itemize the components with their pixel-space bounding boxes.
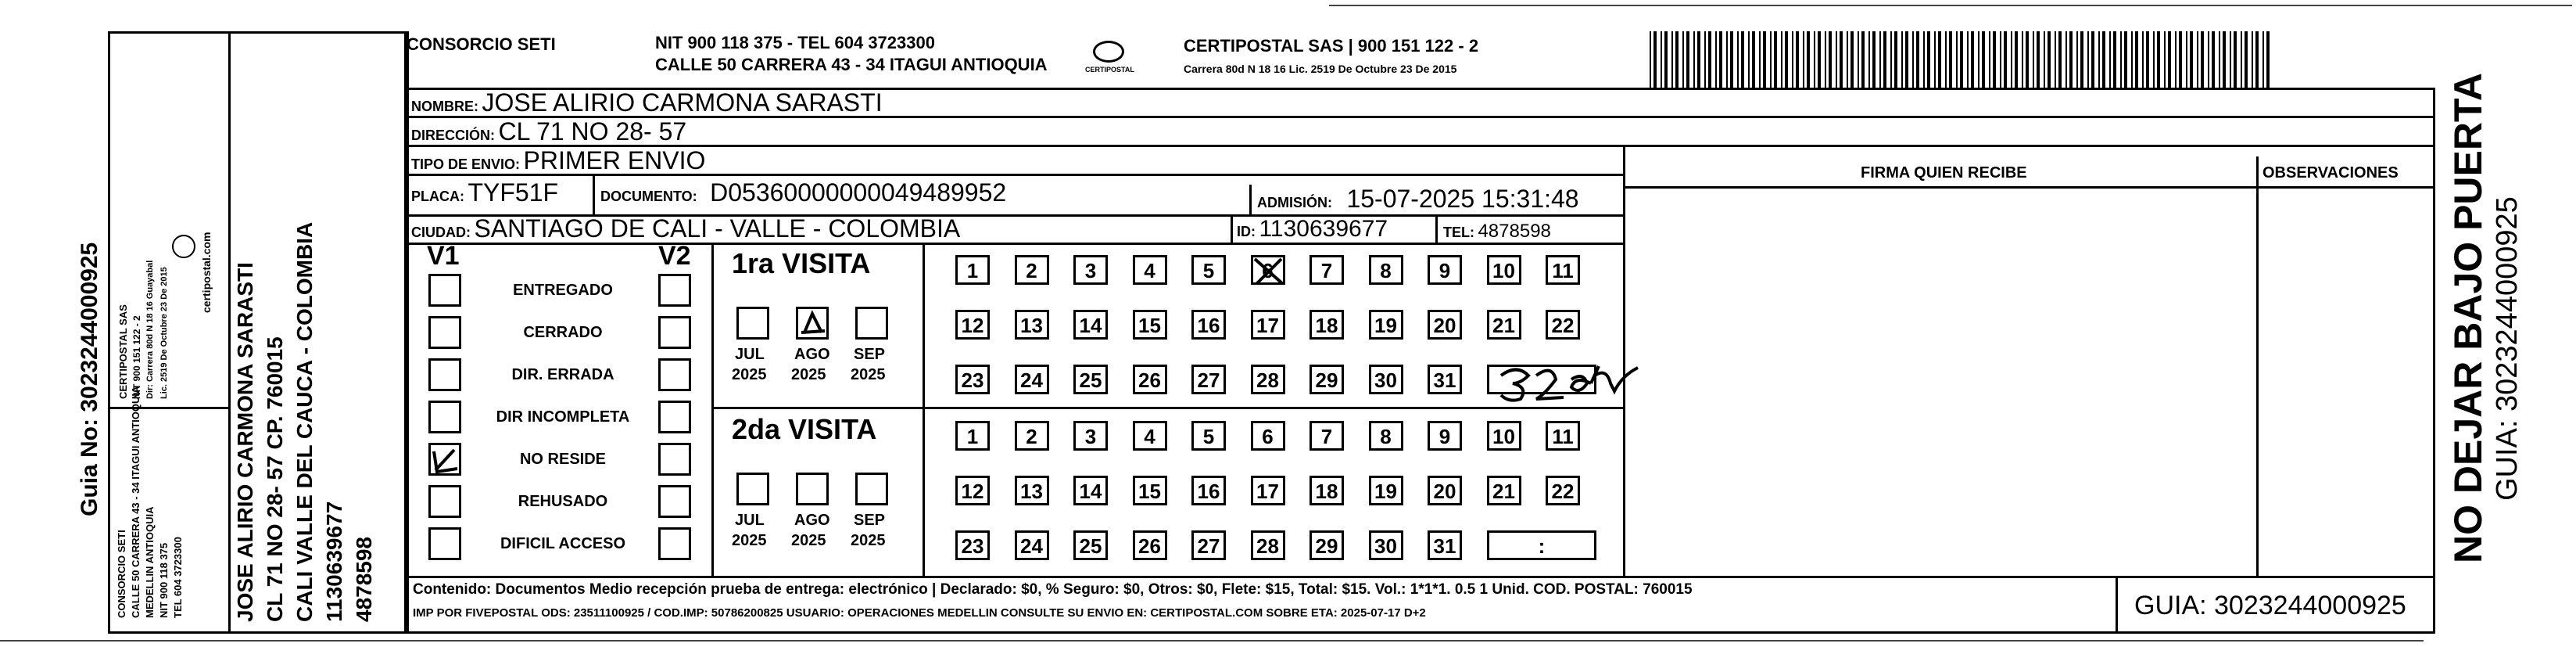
barcode-bar (2004, 31, 2007, 88)
barcode-bar (1978, 31, 1979, 88)
id-label: ID: (1237, 224, 1256, 239)
day-box[interactable]: 7 (1309, 421, 1344, 451)
barcode-bar (2033, 31, 2034, 88)
status-v1-checkbox[interactable] (428, 401, 461, 433)
month-year: 2025 (732, 532, 767, 549)
barcode-bar (2131, 31, 2133, 88)
barcode-bar (1840, 31, 1843, 88)
status-label: ENTREGADO (513, 282, 613, 299)
day-box[interactable]: 5 (1191, 421, 1226, 451)
barcode-bar (1803, 31, 1804, 88)
nombre-label: NOMBRE: (411, 99, 478, 114)
day-box[interactable]: 31 (1428, 365, 1462, 394)
barcode-bar (1664, 31, 1668, 88)
barcode-bar (1715, 31, 1717, 88)
status-v1-checkbox[interactable] (428, 443, 461, 476)
v-tel (1435, 214, 1438, 243)
v-obs-left (2256, 156, 2259, 576)
ciudad-label: CIUDAD: (411, 225, 471, 240)
barcode-bar (1989, 31, 1990, 88)
day-box[interactable]: 15 (1133, 310, 1167, 340)
barcode-bar (1982, 31, 1985, 88)
tel-label: TEL: (1443, 225, 1474, 240)
stub-recipient-line-2: CALI VALLE DEL CAUCA - COLOMBIA (292, 221, 317, 622)
barcode-bar (2179, 31, 2182, 88)
barcode-bar (1759, 31, 1761, 88)
status-v2-checkbox[interactable] (658, 358, 691, 391)
status-v2-checkbox[interactable] (658, 527, 691, 560)
day-box[interactable]: 28 (1251, 530, 1285, 560)
barcode-bar (1818, 31, 1821, 88)
barcode-bar (1850, 31, 1854, 88)
month-checkbox[interactable] (736, 307, 769, 340)
barcode-bar (1807, 31, 1810, 88)
footer-guia: GUIA: 3023244000925 (2134, 591, 2406, 620)
day-box[interactable]: 14 (1073, 476, 1108, 505)
barcode-bar (1858, 31, 1859, 88)
barcode-bar (1785, 31, 1788, 88)
day-box[interactable]: 9 (1428, 421, 1462, 451)
barcode-bar (1872, 31, 1876, 88)
firma-label: FIRMA QUIEN RECIBE (1861, 164, 2027, 182)
barcode-bar (2044, 31, 2045, 88)
barcode-bar (1730, 31, 1733, 88)
barcode-bar (2190, 31, 2193, 88)
ciudad-value: SANTIAGO DE CALI - VALLE - COLOMBIA (474, 214, 961, 243)
day-box[interactable]: 24 (1015, 365, 1049, 394)
stub-sender-line-2: MEDELLIN ANTIOQUIA (144, 506, 156, 618)
day-box[interactable]: 1 (955, 421, 990, 451)
barcode-bar (1836, 31, 1837, 88)
day-box[interactable]: 19 (1369, 476, 1403, 505)
status-v1-checkbox[interactable] (428, 274, 461, 307)
v-visit-col (711, 243, 714, 576)
barcode-bar (1737, 31, 1739, 88)
barcode-bar (1741, 31, 1744, 88)
scan-edge-bottom (0, 640, 2424, 642)
barcode-bar (2069, 31, 2073, 88)
barcode-bar (1653, 31, 1657, 88)
month-checkbox[interactable] (855, 473, 888, 505)
barcode-bar (2011, 31, 2012, 88)
admision-label: ADMISIÓN: (1257, 195, 1332, 210)
status-v1-checkbox[interactable] (428, 485, 461, 518)
obs-label: OBSERVACIONES (2263, 164, 2399, 182)
day-box[interactable]: 26 (1133, 365, 1167, 394)
barcode-bar (2135, 31, 2138, 88)
day-box[interactable]: 6 (1251, 255, 1285, 285)
day-box[interactable]: 2 (1015, 255, 1049, 285)
documento-label: DOCUMENTO: (600, 189, 697, 204)
barcode-bar (2146, 31, 2149, 88)
status-v1-checkbox[interactable] (428, 527, 461, 560)
no-dejar-warning: NO DEJAR BAJO PUERTA (2446, 73, 2490, 563)
status-v1-checkbox[interactable] (428, 316, 461, 349)
barcode-bar (1956, 31, 1958, 88)
direccion-label: DIRECCIÓN: (411, 128, 495, 143)
day-box[interactable]: 25 (1073, 530, 1108, 560)
barcode-bar (2241, 31, 2242, 88)
barcode-bar (1752, 31, 1755, 88)
day-box[interactable]: 16 (1191, 476, 1226, 505)
left-stub-inner-line (108, 407, 228, 409)
day-box[interactable]: 1 (955, 255, 990, 285)
barcode-bar (2109, 31, 2111, 88)
placa-label: PLACA: (411, 189, 464, 204)
admision-value: 15-07-2025 15:31:48 (1346, 185, 1579, 213)
day-box[interactable]: 27 (1191, 365, 1226, 394)
stub-recipient-line-1: CL 71 NO 28- 57 CP. 760015 (263, 336, 287, 622)
barcode-bar (1650, 31, 1651, 88)
day-box[interactable]: 6 (1251, 421, 1285, 451)
documento-row (600, 178, 1006, 207)
barcode-bar (1814, 31, 1815, 88)
barcode-bar (2234, 31, 2237, 88)
barcode-bar (1960, 31, 1963, 88)
direccion-value: CL 71 NO 28- 57 (498, 117, 687, 146)
barcode-bar (1868, 31, 1870, 88)
stub-recipient-line-4: 4878598 (352, 536, 376, 622)
stub-certi-line-2: Dir: Carrera 80d N 18 16 Guayabal (145, 260, 155, 399)
stub-web: certipostal.com (200, 232, 213, 313)
barcode-bar (2252, 31, 2253, 88)
handwritten-time-mark (1493, 360, 1650, 407)
barcode-bar (2015, 31, 2018, 88)
month-year: 2025 (851, 532, 886, 549)
barcode-bar (2186, 31, 2187, 88)
status-v2-checkbox[interactable] (658, 485, 691, 518)
status-label: REHUSADO (518, 493, 608, 510)
barcode-bar (1971, 31, 1974, 88)
day-box[interactable]: 20 (1428, 476, 1462, 505)
stub-sender-line-0: CONSORCIO SETI (116, 530, 127, 618)
footer-imp: IMP POR FIVEPOSTAL ODS: 23511100925 / COD.IMP: 50786200825 USUARIO: OPERACIONES MEDELLIN CONSULTE SU ENVIO EN: CERTIPOSTAL.COM SOBRE ETA: 2025-07-17 D+2 (413, 606, 1426, 620)
barcode-bar (1774, 31, 1777, 88)
tipo-row (411, 146, 705, 175)
day-box[interactable]: 14 (1073, 310, 1108, 340)
barcode-bar (2000, 31, 2001, 88)
barcode-bar (1905, 31, 1908, 88)
barcode-bar (1796, 31, 1799, 88)
day-box[interactable]: 4 (1133, 421, 1167, 451)
direccion-row (411, 117, 686, 146)
barcode-bar (1693, 31, 1695, 88)
barcode-bar (2102, 31, 2105, 88)
guia-no-label: Guia No: 3023244000925 (77, 242, 102, 516)
month-checkbox[interactable] (855, 307, 888, 340)
day-box[interactable]: 30 (1369, 530, 1403, 560)
status-v1-checkbox[interactable] (428, 358, 461, 391)
month-label: JUL (735, 512, 765, 529)
day-box[interactable]: 25 (1073, 365, 1108, 394)
day-box[interactable]: 13 (1015, 310, 1049, 340)
barcode-bar (1708, 31, 1711, 88)
v-admision (1249, 185, 1252, 214)
month-label: AGO (794, 512, 830, 529)
day-box[interactable]: 4 (1133, 255, 1167, 285)
barcode-bar (1682, 31, 1684, 88)
day-box[interactable]: 21 (1487, 476, 1521, 505)
barcode-bar (1726, 31, 1728, 88)
row-line-2 (407, 145, 2435, 147)
header-nit: NIT 900 118 375 - TEL 604 3723300 (655, 33, 935, 52)
month-checkbox[interactable] (736, 473, 769, 505)
barcode-bar (2212, 31, 2215, 88)
day-box[interactable]: 23 (955, 530, 990, 560)
day-box[interactable]: 3 (1073, 421, 1108, 451)
stub-recipient-line-0: JOSE ALIRIO CARMONA SARASTI (233, 262, 257, 622)
barcode-bar (1949, 31, 1952, 88)
day-box[interactable]: 11 (1546, 421, 1580, 451)
header-address: CALLE 50 CARRERA 43 - 34 ITAGUI ANTIOQUIA (655, 55, 1048, 74)
day-box[interactable]: 11 (1546, 255, 1580, 285)
barcode-bar (2055, 31, 2056, 88)
barcode-bar (1847, 31, 1848, 88)
barcode-bar (2157, 31, 2160, 88)
firma-header-line (1623, 186, 2435, 189)
status-label: DIR. ERRADA (511, 366, 614, 383)
day-box[interactable]: 21 (1487, 310, 1521, 340)
barcode-bar (1763, 31, 1766, 88)
day-box[interactable]: 18 (1309, 310, 1344, 340)
v-guia-footer (2116, 576, 2118, 634)
stub-logo-icon (172, 235, 195, 258)
barcode-bar (1697, 31, 1700, 88)
header-license: Carrera 80d N 18 16 Lic. 2519 De Octubre 23 De 2015 (1184, 63, 1457, 75)
barcode-bar (2245, 31, 2248, 88)
v2-label: V2 (658, 241, 691, 271)
barcode-bar (2026, 31, 2029, 88)
admision-row (1257, 185, 1579, 214)
barcode-bar (2080, 31, 2083, 88)
footer-contenido: Contenido: Documentos Medio recepción prueba de entrega: electrónico | Declarado: $0, % Seguro: $0, Otros: $0, Flete: $15, Total: $15. Vol.: 1*1*1. 0.5 1 Unid. COD. POSTAL: 760015 (413, 581, 1693, 598)
certipostal-logo-icon (1093, 41, 1124, 63)
right-guia: GUIA: 3023244000925 (2491, 196, 2524, 501)
tel-value: 4878598 (1478, 221, 1551, 242)
barcode-bar (1861, 31, 1865, 88)
barcode-bar (2065, 31, 2067, 88)
barcode-bar (2164, 31, 2166, 88)
header-certipostal: CERTIPOSTAL SAS | 900 151 122 - 2 (1184, 36, 1479, 56)
day-box[interactable]: 7 (1309, 255, 1344, 285)
placa-row (411, 178, 558, 207)
status-label: DIFICIL ACCESO (500, 535, 625, 552)
month-label: SEP (854, 346, 886, 363)
v-day-col (923, 243, 925, 576)
stub-sender-line-4: TEL 604 3723300 (172, 537, 184, 618)
stub-sender-line-1: CALLE 50 CARRERA 43 - 34 ITAGUI ANTIOQUIA (130, 386, 142, 618)
day-box[interactable]: 8 (1369, 421, 1403, 451)
barcode-bar (1927, 31, 1930, 88)
stub-sender-line-3: NIT 900 118 375 (158, 542, 170, 618)
barcode-bar (2113, 31, 2116, 88)
barcode-bar (2037, 31, 2040, 88)
day-check-mark (1253, 257, 1288, 293)
barcode-bar (2175, 31, 2177, 88)
tipo-label: TIPO DE ENVIO: (411, 156, 521, 172)
barcode-bar (2153, 31, 2155, 88)
status-label: NO RESIDE (519, 451, 607, 468)
barcode-bar (2098, 31, 2100, 88)
day-box[interactable]: 29 (1309, 365, 1344, 394)
barcode-bar (1661, 31, 1662, 88)
stub-certi-line-0: CERTIPOSTAL SAS (117, 304, 129, 399)
status-label: CERRADO (523, 324, 603, 341)
stub-certi-line-3: Lic. 2519 De Octubre 23 De 2015 (159, 267, 169, 399)
id-value: 1130639677 (1259, 216, 1388, 242)
day-box[interactable]: 5 (1191, 255, 1226, 285)
barcode-bar (2048, 31, 2051, 88)
day-box[interactable]: 17 (1251, 476, 1285, 505)
barcode-bar (2087, 31, 2089, 88)
day-box[interactable]: 10 (1487, 421, 1521, 451)
day-box[interactable]: 30 (1369, 365, 1403, 394)
day-box[interactable]: 27 (1191, 530, 1226, 560)
day-box[interactable]: 16 (1191, 310, 1226, 340)
status-v2-checkbox[interactable] (658, 274, 691, 307)
barcode-bar (1825, 31, 1826, 88)
id-row (1237, 216, 1388, 243)
header-company: CONSORCIO SETI (407, 34, 556, 54)
barcode-bar (2266, 31, 2270, 88)
barcode-bar (2076, 31, 2078, 88)
barcode-bar (1894, 31, 1897, 88)
v1-label: V1 (427, 241, 460, 271)
barcode-bar (1923, 31, 1925, 88)
month-year: 2025 (732, 366, 767, 383)
logo-caption: CERTIPOSTAL (1085, 66, 1134, 74)
visit-title: 1ra VISITA (732, 247, 871, 279)
day-box[interactable]: 9 (1428, 255, 1462, 285)
barcode-icon (1650, 31, 2275, 88)
barcode-bar (2091, 31, 2094, 88)
barcode-bar (1719, 31, 1722, 88)
month-year: 2025 (791, 532, 826, 549)
nombre-row (411, 88, 883, 117)
status-v2-checkbox[interactable] (658, 401, 691, 433)
barcode-bar (1671, 31, 1673, 88)
month-label: JUL (735, 346, 765, 363)
barcode-bar (2208, 31, 2209, 88)
barcode-bar (2255, 31, 2259, 88)
barcode-bar (1901, 31, 1903, 88)
barcode-bar (1879, 31, 1881, 88)
status-label: DIR INCOMPLETA (496, 408, 630, 426)
day-box[interactable]: 12 (955, 310, 990, 340)
documento-value: D05360000000049489952 (710, 178, 1007, 207)
status-v2-checkbox[interactable] (658, 316, 691, 349)
barcode-bar (1704, 31, 1706, 88)
visit-title: 2da VISITA (732, 413, 877, 445)
barcode-bar (1945, 31, 1947, 88)
placa-value: TYF51F (468, 178, 559, 207)
day-box[interactable]: 17 (1251, 310, 1285, 340)
barcode-bar (2230, 31, 2231, 88)
day-box[interactable]: 2 (1015, 421, 1049, 451)
month-year: 2025 (851, 366, 886, 383)
month-year: 2025 (791, 366, 826, 383)
day-box[interactable]: 22 (1546, 476, 1580, 505)
month-label: AGO (794, 346, 830, 363)
day-box[interactable]: 3 (1073, 255, 1108, 285)
month-checkbox[interactable] (796, 307, 829, 340)
barcode-bar (1883, 31, 1886, 88)
barcode-bar (2022, 31, 2023, 88)
day-box[interactable]: 22 (1546, 310, 1580, 340)
barcode-bar (1890, 31, 1892, 88)
day-box[interactable]: 19 (1369, 310, 1403, 340)
barcode-bar (1770, 31, 1772, 88)
day-box[interactable]: 31 (1428, 530, 1462, 560)
barcode-bar (1993, 31, 1996, 88)
barcode-bar (1748, 31, 1750, 88)
barcode-bar (2219, 31, 2220, 88)
barcode-bar (2124, 31, 2127, 88)
nombre-value: JOSE ALIRIO CARMONA SARASTI (482, 88, 883, 117)
barcode-bar (2197, 31, 2198, 88)
day-box[interactable]: 24 (1015, 530, 1049, 560)
barcode-bar (1686, 31, 1689, 88)
day-box[interactable]: 20 (1428, 310, 1462, 340)
day-box[interactable]: 8 (1369, 255, 1403, 285)
barcode-bar (2168, 31, 2171, 88)
barcode-bar (2058, 31, 2062, 88)
barcode-bar (1792, 31, 1793, 88)
footer-line (407, 576, 2435, 578)
v-id (1231, 214, 1233, 243)
day-box[interactable]: 12 (955, 476, 990, 505)
day-box[interactable]: 29 (1309, 530, 1344, 560)
day-box[interactable]: 23 (955, 365, 990, 394)
month-label: SEP (854, 512, 886, 529)
scan-edge-top (1329, 5, 2572, 6)
month-checkbox[interactable] (796, 473, 829, 505)
barcode-bar (1675, 31, 1679, 88)
barcode-bar (1781, 31, 1782, 88)
status-v2-checkbox[interactable] (658, 443, 691, 476)
day-box[interactable]: 15 (1133, 476, 1167, 505)
stub-certi-line-1: NIT 900 151 122 - 2 (131, 315, 142, 399)
tel-row (1443, 221, 1551, 243)
v-placa (593, 174, 595, 214)
barcode-bar (2263, 31, 2264, 88)
day-box[interactable]: 10 (1487, 255, 1521, 285)
barcode-bar (2201, 31, 2204, 88)
barcode-bar (1916, 31, 1919, 88)
barcode-bar (1912, 31, 1914, 88)
stub-recipient-line-3: 1130639677 (322, 501, 346, 622)
barcode-bar (2223, 31, 2226, 88)
left-stub-divider-1 (228, 31, 231, 634)
day-box[interactable]: 18 (1309, 476, 1344, 505)
barcode-bar (2120, 31, 2122, 88)
barcode-bar (1967, 31, 1969, 88)
day-box[interactable]: 13 (1015, 476, 1049, 505)
barcode-bar (1938, 31, 1941, 88)
tipo-value: PRIMER ENVIO (523, 146, 706, 174)
ciudad-row (411, 214, 960, 243)
time-box[interactable]: : (1487, 530, 1596, 560)
barcode-bar (1829, 31, 1832, 88)
day-box[interactable]: 28 (1251, 365, 1285, 394)
row-line-6 (711, 407, 1623, 409)
barcode-bar (2142, 31, 2144, 88)
day-box[interactable]: 26 (1133, 530, 1167, 560)
barcode-bar (1934, 31, 1936, 88)
